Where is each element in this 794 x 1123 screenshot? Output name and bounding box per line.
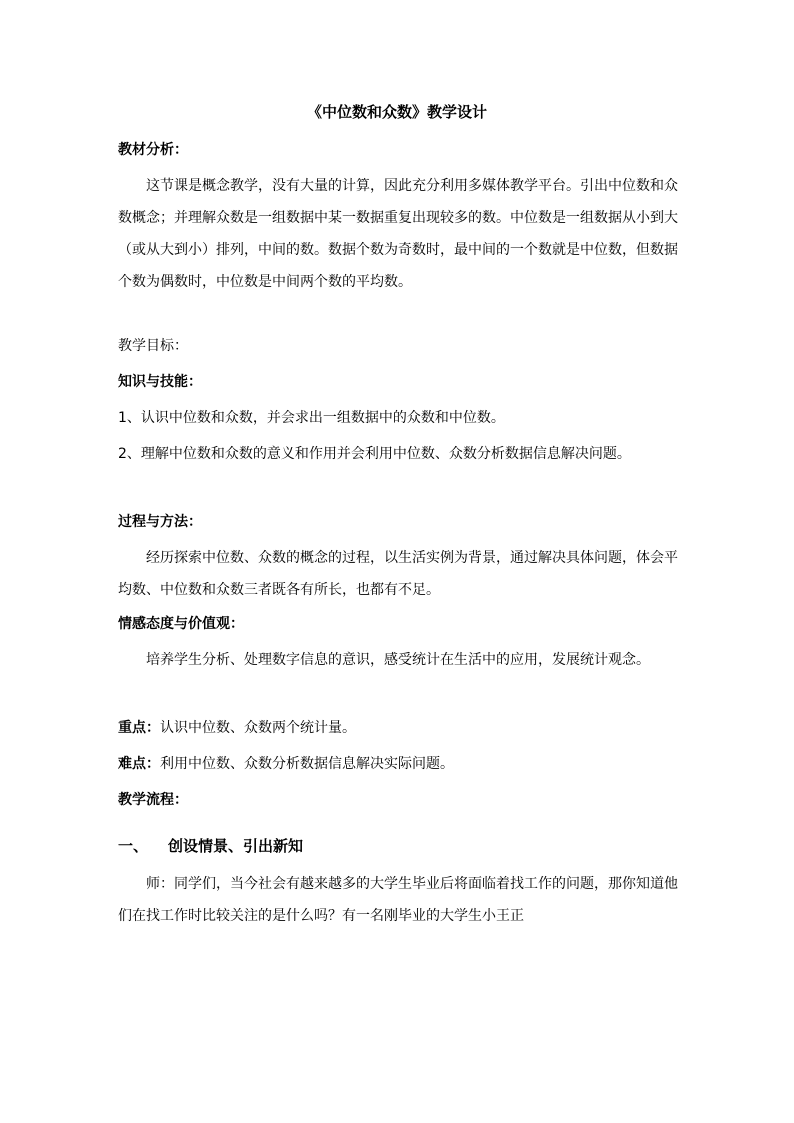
difficulty-point: [118, 748, 678, 780]
emotion-paragraph: 培养学生分析、处理数字信息的意识，感受统计在生活中的应用，发展统计观念。: [146, 652, 650, 668]
difficulty-text: 利用中位数、众数分析数据信息解决实际问题。: [160, 756, 454, 772]
section1-number: 一、: [118, 837, 149, 855]
knowledge-item-1: 1、认识中位数和众数，并会求出一组数据中的众数和中位数。: [118, 410, 505, 426]
knowledge-heading: 知识与技能：: [118, 374, 202, 390]
difficulty-label: 难点：: [118, 756, 160, 772]
material-heading: 教材分析：: [118, 142, 188, 158]
flow-heading: 教学流程：: [118, 792, 188, 808]
goals-label: 教学目标：: [118, 338, 188, 354]
knowledge-item-2: 2、理解中位数和众数的意义和作用并会利用中位数、众数分析数据信息解决问题。: [118, 446, 631, 462]
process-heading: 过程与方法：: [118, 514, 202, 530]
document-title: 《中位数和众数》教学设计: [306, 103, 487, 121]
section1-heading: [118, 834, 678, 858]
emotion-heading: 情感态度与价值观：: [118, 616, 244, 632]
process-paragraph: 经历探索中位数、众数的概念的过程，以生活实例为背景，通过解决具体问题，体会平均数、中位数和众数三者既各有所长，也都有不足。: [118, 550, 678, 598]
material-paragraph: 这节课是概念教学，没有大量的计算，因此充分利用多媒体教学平台。引出中位数和众数概念；并理解众数是一组数据中某一数据重复出现较多的数。中位数是一组数据从小到大（或从大到小）排列，中间的数。数据个数为奇数时，最中间的一个数就是中位数，但数据个数为偶数时，中位数是中间两个数的平均数。: [118, 178, 678, 290]
section1-paragraph: 师：同学们，当今社会有越来越多的大学生毕业后将面临着找工作的问题，那你知道他们在找工作时比较关注的是什么吗？有一名刚毕业的大学生小王正: [118, 876, 678, 924]
key-point-text: 认识中位数、众数两个统计量。: [160, 720, 356, 736]
key-point: [118, 712, 678, 744]
key-point-label: 重点：: [118, 720, 160, 736]
section1-title: 创设情景、引出新知: [168, 837, 304, 855]
